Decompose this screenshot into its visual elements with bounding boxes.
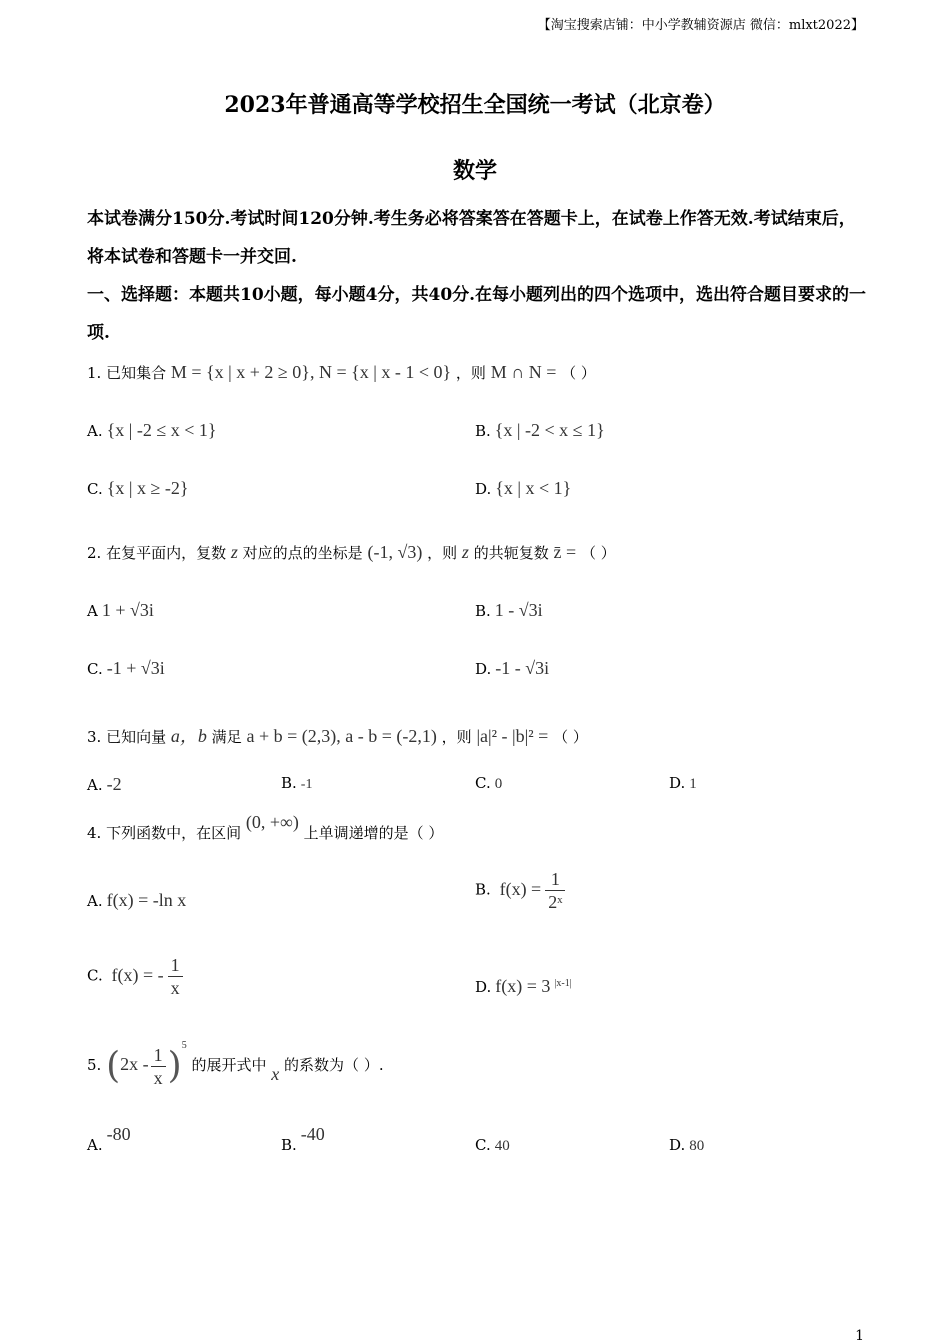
question-2-mid-2: ，则 (427, 544, 458, 562)
q4-option-c (87, 954, 185, 999)
question-1-expression: M = {x | x + 2 ≥ 0}, N = {x | x - 1 < 0} (170, 362, 452, 382)
option-label: C. (475, 1136, 491, 1154)
option-text: 0 (494, 776, 503, 792)
q2-option-a (87, 600, 154, 621)
question-5-variable: x (271, 1064, 280, 1084)
q4-option-b (475, 868, 567, 913)
question-2-mid-3: 的共轭复数 (473, 544, 549, 562)
option-label: D. (475, 660, 492, 678)
q5-option-c (475, 1136, 510, 1155)
subject-title: 数学 (452, 158, 497, 184)
question-2-blank: （ ） (580, 544, 616, 562)
q5-option-b (281, 1124, 325, 1154)
option-text: -1 + √3i (106, 658, 165, 678)
q2-option-d (475, 658, 549, 679)
option-label: B. (475, 602, 491, 620)
option-label: B. (281, 774, 297, 792)
section-heading: 一、选择题：本题共10小题，每小题4分，共40分.在每小题列出的四个选项中，选出符合题目要求的一项. (87, 285, 867, 343)
question-1-expression-2: M ∩ N = (490, 362, 557, 382)
exam-instructions: 本试卷满分150分.考试时间120分钟.考生务必将答案答在答题卡上，在试卷上作答无效.考试结束后，将本试卷和答题卡一并交回. (87, 209, 856, 267)
question-4-suffix: 上单调递增的是（ ） (303, 824, 444, 842)
exponent: |x-1| (554, 978, 572, 989)
option-text: 1 (689, 776, 697, 792)
question-3-blank: （ ） (553, 728, 588, 746)
fraction-numerator: 1 (168, 954, 183, 977)
question-3-prefix: 3. 已知向量 (87, 728, 167, 746)
question-2 (87, 542, 616, 563)
option-text: -2 (106, 774, 122, 794)
question-5-suffix: 的系数为（ ）. (284, 1056, 384, 1074)
question-3-mid: 满足 (211, 728, 242, 746)
question-1-mid: ，则 (455, 364, 486, 382)
left-paren-icon: ( (106, 1045, 121, 1087)
question-3-expression-2: |a|² - |b|² = (476, 726, 549, 746)
question-2-coordinate: (-1, √3) (367, 542, 423, 562)
question-3 (87, 722, 588, 748)
question-1 (87, 362, 596, 383)
q3-option-d (669, 774, 697, 793)
question-5-prefix: 5. (87, 1056, 102, 1074)
option-label: A. (87, 892, 103, 910)
option-label: A (87, 602, 98, 620)
page-number: 1 (855, 1328, 864, 1344)
option-label: B. (475, 422, 491, 440)
q2-option-c (87, 658, 165, 679)
option-text: -1 - √3i (495, 658, 550, 678)
question-2-variable-2: z (461, 542, 469, 562)
question-3-vectors: a，b (170, 726, 207, 746)
question-5-mid: 的展开式中 (191, 1056, 267, 1074)
right-paren-icon: ) (167, 1045, 182, 1087)
option-label: D. (669, 774, 686, 792)
q5-option-d (669, 1136, 704, 1155)
fraction-denominator: x (153, 1067, 163, 1088)
option-label: D. (475, 978, 492, 996)
option-text: -80 (106, 1124, 131, 1144)
option-label: D. (475, 480, 492, 498)
q1-option-a (87, 420, 217, 441)
header-note: 【淘宝搜索店铺：中小学教辅资源店 微信：mlxt2022】 (537, 18, 864, 33)
exam-title: 2023年普通高等学校招生全国统一考试（北京卷） (224, 92, 726, 118)
option-text: {x | x ≥ -2} (106, 478, 189, 498)
fraction-numerator: 1 (545, 868, 565, 891)
option-label: A. (87, 422, 103, 440)
q3-option-c (475, 774, 502, 793)
question-5 (87, 1040, 384, 1089)
option-label: A. (87, 776, 103, 794)
option-text: 1 - √3i (494, 600, 543, 620)
fraction-denominator: 2ˣ (548, 892, 563, 912)
option-text: 80 (689, 1138, 705, 1154)
question-4-interval: (0, +∞) (245, 812, 299, 832)
q3-option-b (281, 774, 312, 793)
option-label: C. (87, 966, 103, 985)
fraction-denominator: x (170, 978, 180, 998)
option-text: 40 (494, 1138, 510, 1154)
option-text: -1 (300, 777, 313, 792)
q1-option-c (87, 478, 188, 499)
question-5-expression: 2x - (120, 1054, 149, 1074)
q5-option-a (87, 1124, 131, 1154)
option-text: {x | -2 ≤ x < 1} (106, 420, 217, 440)
option-text: f(x) = 3 (495, 976, 551, 996)
question-2-variable: z (230, 542, 238, 562)
q1-option-b (475, 420, 605, 441)
fraction (151, 1044, 166, 1089)
option-label: A. (87, 1136, 103, 1154)
question-4 (87, 812, 443, 843)
question-4-prefix: 4. 下列函数中，在区间 (87, 824, 242, 842)
option-text: f(x) = - (111, 964, 164, 985)
option-text: {x | x < 1} (495, 478, 572, 498)
question-1-blank: （ ） (561, 364, 596, 382)
q4-option-a (87, 890, 186, 911)
exponent: 5 (181, 1040, 187, 1051)
option-label: B. (475, 880, 491, 899)
q1-option-d (475, 478, 571, 499)
option-label: B. (281, 1136, 297, 1154)
option-text: f(x) = -ln x (106, 890, 187, 910)
q4-option-d (475, 976, 572, 997)
fraction (168, 954, 183, 999)
question-2-prefix: 2. 在复平面内，复数 (87, 544, 227, 562)
option-label: C. (87, 660, 103, 678)
option-text: 1 + √3i (101, 600, 154, 620)
question-2-mid: 对应的点的坐标是 (242, 544, 363, 562)
question-3-expression: a + b = (2,3), a - b = (-2,1) (246, 726, 437, 746)
question-2-conjugate: z̄ = (553, 542, 577, 562)
option-text: -40 (300, 1124, 325, 1144)
option-label: C. (87, 480, 103, 498)
fraction (545, 868, 565, 913)
fraction-numerator: 1 (151, 1044, 166, 1067)
option-label: D. (669, 1136, 686, 1154)
option-text: {x | -2 < x ≤ 1} (494, 420, 605, 440)
option-text: f(x) = (499, 878, 542, 899)
question-3-mid-2: ，则 (441, 728, 472, 746)
q2-option-b (475, 600, 543, 621)
q3-option-a (87, 774, 122, 795)
question-1-prefix: 1. 已知集合 (87, 364, 167, 382)
option-label: C. (475, 774, 491, 792)
